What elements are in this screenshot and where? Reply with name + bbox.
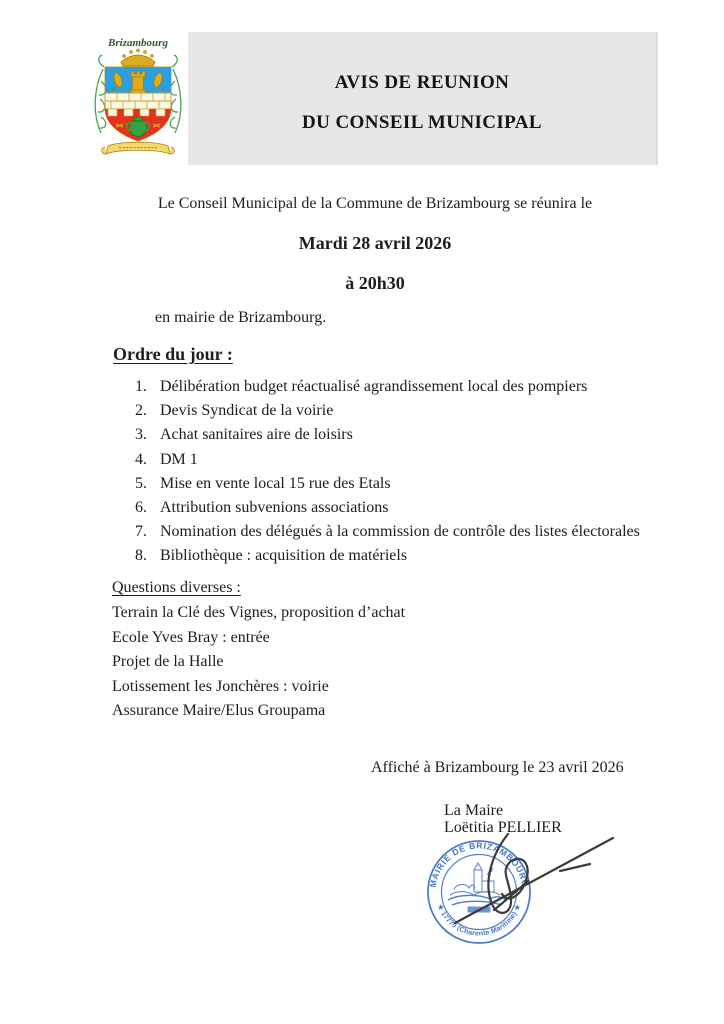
coat-of-arms-icon [88,33,188,163]
agenda-item-number: 8. [135,547,147,565]
signature-icon [420,820,630,945]
questions-list [112,601,405,724]
agenda-item [113,544,640,568]
foliage-ornament-left [95,55,106,133]
agenda-item-number: 5. [135,474,147,492]
question-item: Ecole Yves Bray : entrée [112,628,270,646]
tower-icon [130,71,146,93]
question-item: Terrain la Clé des Vignes, proposition d’achat [112,604,406,621]
agenda-item [113,520,640,544]
question-item: Assurance Maire/Elus Groupama [112,702,326,719]
crown-icon [121,49,155,66]
question-item: Lotissement les Jonchères : voirie [112,677,329,695]
signer-role: La Maire [444,802,504,819]
agenda-item-text: Bibliothèque : acquisition de matériels [160,547,408,565]
notice-title-line2: DU CONSEIL MUNICIPAL [302,112,542,133]
question-item: Projet de la Halle [112,653,224,670]
agenda-item [113,472,640,496]
meeting-time: à 20h30 [345,273,405,293]
agenda-item-number: 7. [135,523,147,541]
posted-statement: Affiché à Brizambourg le 23 avril 2026 [371,759,624,776]
agenda-item [113,399,640,423]
agenda-item-text: Nomination des délégués à la commission de contrôle des listes électorales [160,523,640,541]
stamp-bottom-text: ★ 17770 (Charente Maritime) ★ [435,903,523,938]
agenda-list [113,375,640,569]
foliage-ornament-right [170,55,181,133]
notice-title-line1: AVIS DE REUNION [334,72,510,93]
agenda-item [113,423,640,447]
agenda-item-number: 2. [135,402,147,420]
agenda-item-text: Devis Syndicat de la voirie [160,402,334,420]
scroll-banner [102,142,175,154]
agenda-item [113,448,640,472]
agenda-heading: Ordre du jour : [113,344,233,364]
signer-name: Loëtitia PELLIER [444,819,562,836]
agenda-item [113,496,640,520]
mayor-signature [420,820,630,945]
header-title-box [188,32,658,165]
meeting-place: en mairie de Brizambourg. [155,309,327,326]
commune-coat-of-arms [88,33,188,163]
agenda-item-number: 4. [135,450,147,468]
agenda-item-text: Délibération budget réactualisé agrandissement local des pompiers [160,378,588,395]
agenda-item-text: DM 1 [160,450,198,468]
agenda-item-text: Achat sanitaires aire de loisirs [160,426,353,444]
agenda-item-text: Attribution subvenions associations [160,498,389,516]
intro-sentence: Le Conseil Municipal de la Commune de Brizambourg se réunira le [157,195,593,212]
coat-of-arms-caption: Brizambourg [108,37,168,49]
agenda-item-number: 6. [135,498,147,516]
shield [105,67,171,141]
meeting-date: Mardi 28 avril 2026 [298,233,452,253]
agenda-item-number: 1. [135,378,147,395]
questions-heading: Questions diverses : [112,579,241,596]
stamp-top-text: MAIRIE DE BRIZAMBOURG [427,840,531,889]
agenda-item [113,375,640,399]
agenda-item-text: Mise en vente local 15 rue des Etals [160,474,391,492]
agenda-item-number: 3. [135,426,147,444]
